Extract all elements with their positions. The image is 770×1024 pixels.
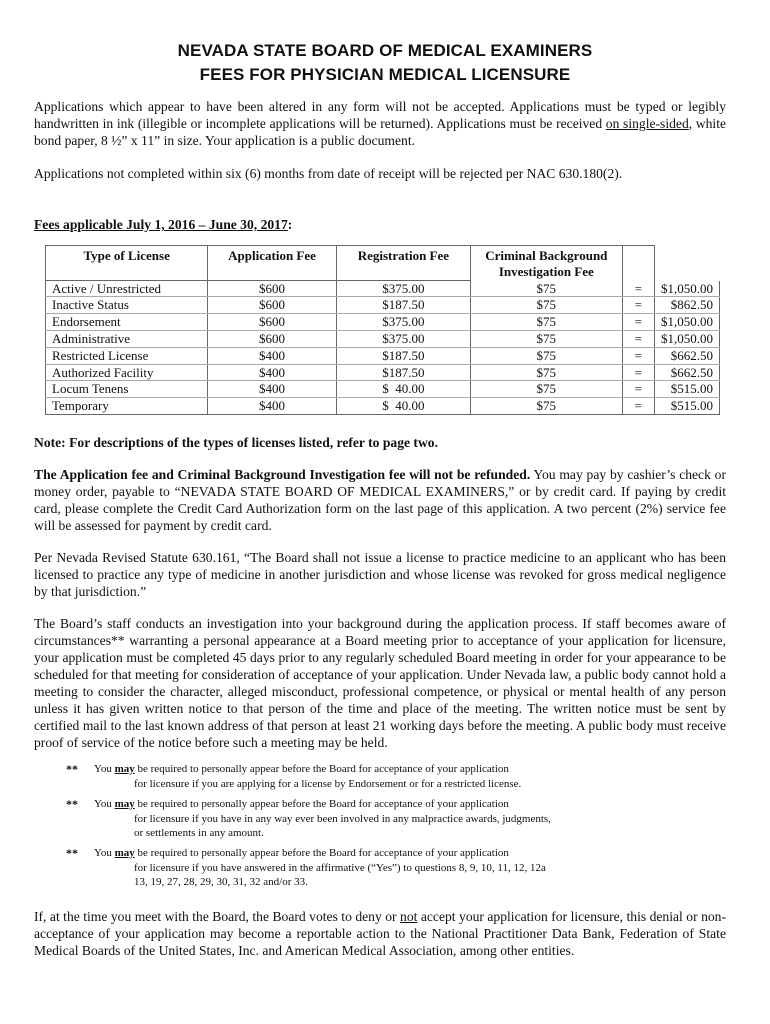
- application-fee: $400: [208, 347, 336, 364]
- table-row: [46, 314, 720, 331]
- column-header: Type of License: [46, 246, 208, 281]
- total-fee: $515.00: [655, 398, 720, 415]
- application-fee: $400: [208, 381, 336, 398]
- statute-paragraph: Per Nevada Revised Statute 630.161, “The Board shall not issue a license to practice medicine to an applicant who has been licensed to practice any type of medicine in another jurisdiction and whose license was revoked for gross medical negligence by that jurisdiction.”: [34, 550, 726, 599]
- application-fee: $600: [208, 314, 336, 331]
- table-row: [46, 281, 720, 297]
- registration-fee: $375.00: [336, 330, 470, 347]
- fees-table: [45, 245, 720, 415]
- single-sided-emphasis: on single-sided: [605, 116, 689, 131]
- license-type: Temporary: [46, 398, 208, 415]
- license-type: Authorized Facility: [46, 364, 208, 381]
- registration-fee: $187.50: [336, 347, 470, 364]
- background-fee: $75: [471, 398, 623, 415]
- background-fee: $75: [471, 347, 623, 364]
- table-row: [46, 347, 720, 364]
- table-row: [46, 381, 720, 398]
- equals-sign: =: [622, 281, 654, 297]
- equals-sign: =: [622, 297, 654, 314]
- equals-sign: =: [622, 347, 654, 364]
- table-row: [46, 330, 720, 347]
- equals-sign: =: [622, 330, 654, 347]
- license-type: Active / Unrestricted: [46, 281, 208, 297]
- refund-paragraph: The Application fee and Criminal Background Investigation fee will not be refunded. You may pay by cashier’s check or money order, payable to “NEVADA STATE BOARD OF MEDICAL EXAMINERS,” or by credit card. If paying by credit card, please complete the Credit Card Authorization form on the last page of this application. A two percent (2%) service fee will be assessed for payment by credit card.: [34, 467, 727, 533]
- license-type: Inactive Status: [46, 297, 208, 314]
- background-fee: $75: [471, 330, 623, 347]
- registration-fee: $ 40.00: [336, 398, 470, 415]
- fees-table-header: [46, 246, 720, 281]
- total-fee: $662.50: [655, 364, 720, 381]
- background-fee: $75: [471, 314, 623, 331]
- footnote-mark: **: [66, 797, 78, 811]
- license-type: Locum Tenens: [46, 381, 208, 398]
- page-subtitle: FEES FOR PHYSICIAN MEDICAL LICENSURE: [199, 65, 571, 84]
- equals-sign: =: [622, 314, 654, 331]
- total-fee: $862.50: [655, 297, 720, 314]
- application-fee: $400: [208, 398, 336, 415]
- investigation-paragraph: The Board’s staff conducts an investigation into your background during the application process. If staff becomes aware of circumstances** warranting a personal appearance at a Board meeting prior to acceptance of your application for licensure, your application must be completed 45 days prior to any regularly scheduled Board meeting in order for your appearance to be scheduled for that meeting for consideration of acceptance of your application. Under Nevada law, a public body cannot hold a meeting to consider the character, alleged misconduct, professional competence, or physical or mental health of any person unless it has given written notice to that person of the time and place of the meeting. The written notice must be sent by certified mail to the last known address of that person at least 21 working days before the meeting. A public body must receive proof of service of the notice before such a meeting may be held.: [34, 616, 726, 750]
- table-row: [46, 297, 720, 314]
- application-fee: $600: [208, 281, 336, 297]
- registration-fee: $375.00: [336, 281, 470, 297]
- equals-sign: =: [622, 364, 654, 381]
- column-header: Criminal Background Investigation Fee: [471, 246, 623, 281]
- document-page: NEVADA STATE BOARD OF MEDICAL EXAMINERS FEES FOR PHYSICIAN MEDICAL LICENSURE Applications which appear to have been altered in any form will not be accepted. Applications must be typed or legibly handwritten in ink (illegible or incomplete applications will be returned). Applications must be received on single-sided, white bond paper, 8 ½” x 11” in size. Your application is a public document. Applications not completed within six (6) months from date of receipt will be rejected per NAC 630.180(2). Fees applicable July 1, 2016 – June 30, 2017: Type of License Application Fee Registration Fee Criminal Background Investigation Fee Active / Unrestricted $600 $375.00 $75 = $1,050.00 Inactive Status $600 $187.50 $75 = $862.50 Endorsement $600 $375.00 $75 = $1,050.00 Administrative $600 $375.00 $75 = $1,050.00 Restricted License $400 $187.50 $75 = $662.50 Authorized Facility $400 $187.50 $75 = $662.50 Locum Tenens $400 $ 40.00 $75 = $515.00 Temporary $400 $ 40.00 $75 = $515.00 Note: For descriptions of the types of licenses listed, refer to page two. The Application fee and Criminal Background Investigation fee will not be refunded. You may pay by cashier’s check or money order, payable to “NEVADA STATE BOARD OF MEDICAL EXAMINERS,” or by credit card. If paying by credit card, please complete the Credit Card Authorization form on the last page of this application. A two percent (2%) service fee will be assessed for payment by credit card. Per Nevada Revised Statute 630.161, “The Board shall not issue a license to practice medicine to an applicant who has been licensed to practice any type of medicine in another jurisdiction and whose license was revoked for gross medical negligence by that jurisdiction.” The Board’s staff conducts an investigation into your background during the application process. If staff becomes aware of circumstances** warranting a personal appearance at a Board meeting prior to acceptance of your application for licensure, your application must be completed 45 days prior to any regularly scheduled Board meeting in order for your appearance to be scheduled for that meeting for consideration of acceptance of your application. Under Nevada law, a public body cannot hold a meeting to consider the character, alleged misconduct, professional competence, or physical or mental health of any person unless it has given written notice to that person of the time and place of the meeting. The written notice must be sent by certified mail to the last known address of that person at least 21 working days before the meeting. A public body must receive proof of service of the notice before such a meeting may be held. ** You may be required to personally appear before the Board for acceptance of your application for licensure if you are applying for a license by Endorsement or for a restricted license. ** You may be required to personally appear before the Board for acceptance of your application for licensure if you have in any way ever been involved in any malpractice awards, judgments, or settlements in any amount. ** You may be required to personally appear before the Board for acceptance of your application for licensure if you have answered in the affirmative (“Yes”) to questions 8, 9, 10, 11, 12, 12a 13, 19, 27, 28, 29, 30, 31, 32 and/or 33. If, at the time you meet with the Board, the Board votes to deny or not accept your application for licensure, this denial or non-acceptance of your application may become a reportable action to the National Practitioner Data Bank, Federation of State Medical Boards of the United States, Inc. and American Medical Association, among other entities.: [0, 0, 770, 1024]
- application-fee: $400: [208, 364, 336, 381]
- column-header-blank: [622, 246, 654, 281]
- registration-fee: $187.50: [336, 364, 470, 381]
- total-fee: $1,050.00: [655, 281, 720, 297]
- total-fee: $662.50: [655, 347, 720, 364]
- equals-sign: =: [622, 381, 654, 398]
- footnote-mark: **: [66, 846, 78, 860]
- column-header-blank: [655, 246, 720, 281]
- fees-heading: Fees applicable July 1, 2016 – June 30, 2017:: [34, 217, 293, 232]
- registration-fee: $ 40.00: [336, 381, 470, 398]
- table-row: [46, 398, 720, 415]
- table-row: [46, 364, 720, 381]
- final-paragraph: If, at the time you meet with the Board, the Board votes to deny or not accept your application for licensure, this denial or non-acceptance of your application may become a reportable action to the National Practitioner Data Bank, Federation of State Medical Boards of the United States, Inc. and American Medical Association, among other entities.: [34, 909, 726, 958]
- background-fee: $75: [471, 281, 623, 297]
- total-fee: $1,050.00: [655, 330, 720, 347]
- registration-fee: $375.00: [336, 314, 470, 331]
- license-type: Administrative: [46, 330, 208, 347]
- background-fee: $75: [471, 364, 623, 381]
- license-type: Endorsement: [46, 314, 208, 331]
- intro-paragraph: Applications which appear to have been altered in any form will not be accepted. Applications must be typed or legibly handwritten in ink (illegible or incomplete applications will be returned). Applications must be received on single-sided, white bond paper, 8 ½” x 11” in size. Your application is a public document.: [34, 99, 727, 148]
- registration-fee: $187.50: [336, 297, 470, 314]
- total-fee: $1,050.00: [655, 314, 720, 331]
- column-header: Registration Fee: [336, 246, 470, 281]
- column-header: Application Fee: [208, 246, 336, 281]
- footnote-mark: **: [66, 762, 78, 776]
- page-title: NEVADA STATE BOARD OF MEDICAL EXAMINERS: [177, 41, 593, 60]
- background-fee: $75: [471, 297, 623, 314]
- license-descriptions-note: Note: For descriptions of the types of licenses listed, refer to page two.: [34, 435, 438, 450]
- application-fee: $600: [208, 297, 336, 314]
- application-fee: $600: [208, 330, 336, 347]
- background-fee: $75: [471, 381, 623, 398]
- equals-sign: =: [622, 398, 654, 415]
- license-type: Restricted License: [46, 347, 208, 364]
- completion-deadline-paragraph: Applications not completed within six (6) months from date of receipt will be rejected per NAC 630.180(2).: [34, 166, 623, 181]
- total-fee: $515.00: [655, 381, 720, 398]
